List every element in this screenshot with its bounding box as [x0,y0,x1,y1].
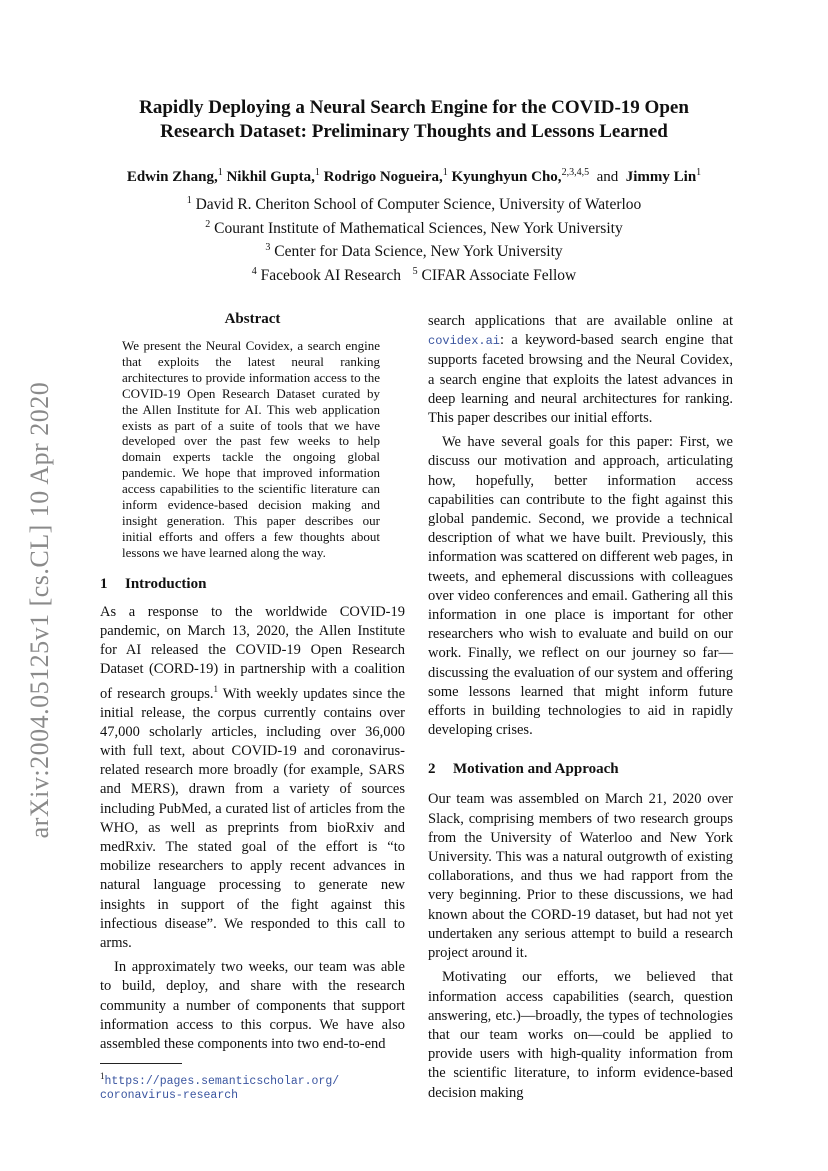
right-column [428,312,733,1103]
section-heading-introduction [100,575,405,593]
footnote-number: 1 [100,1071,105,1082]
footnote-ref[interactable]: 1 [213,683,219,694]
motivation-paragraph-2: Motivating our efforts, we believed that information access capabilities (search, question answering, etc.)—broadly, the types of technologies that our team works on—could be applied to provide users with high-quality information from the scientific literature, to inform evidence-based decision making [428,969,733,1101]
paragraph-text: : a keyword-based search engine that supports faceted browsing and the Neural Covidex, a search engine that exploits the latest advances in deep learning and neural architectures for ranking. This paper describes our initial efforts. [428,332,733,427]
author-affil-sup: 2,3,4,5 [561,167,590,178]
footnote-link[interactable]: https://pages.semanticscholar.org/ [104,1075,340,1089]
author-name: Rodrigo Nogueira, [323,169,443,185]
footnote-rule [100,1063,182,1064]
affiliation-sup: 1 [186,195,192,206]
affiliation-text: Courant Institute of Mathematical Sciences, New York University [214,219,623,237]
author-list [80,164,748,186]
author-affil-sup: 1 [217,167,223,178]
paragraph-text: As a response to the worldwide COVID-19 pandemic, on March 13, 2020, the Allen Institute for AI released the COVID-19 Open Research Dataset (CORD-19) in partnership with a coalition of research groups. [100,603,405,702]
affiliation-sup: 4 [251,265,257,277]
intro-paragraph-2: In approximately two weeks, our team was able to build, deploy, and share with the research community a number of components that support information access to this corpus. We have also assembled these components into two end-to-end [100,959,405,1052]
abstract-text: We present the Neural Covidex, a search engine that exploits the latest neural ranking architectures to provide information access to the COVID-19 Open Research Dataset curated by the Allen Institute for AI. This web application exists as part of a suite of tools that we have developed over the past few weeks to help domain experts tackle the ongoing global pandemic. We hope that improved information access capabilities to the scientific literature can inform evidence-based decision making and insight generation. This paper describes our initial efforts and offers a few thoughts about lessons we have learned along the way. [122,338,380,560]
section-number: 2 [428,761,436,778]
affiliations [100,191,728,286]
footnote-link[interactable]: coronavirus-research [100,1089,239,1103]
author-affil-sup: 1 [442,167,448,178]
affiliation-text: Center for Data Science, New York University [274,243,563,261]
motivation-paragraph-1: Our team was assembled on March 21, 2020 over Slack, comprising members of two research groups from the University of Waterloo and New York University. This was a natural outgrowth of existing collaborations, and thus we had rapport from the very beginning. Prior to these discussions, we had known about the CORD-19 dataset, but had not yet undertaken any serious attempt to build a research project around it. [428,791,733,962]
left-column [100,310,405,1103]
intro-paragraph-2-continued [428,312,733,428]
author-affil-sup: 1 [314,167,320,178]
affiliation-sup: 3 [265,242,271,254]
arxiv-stamp [20,360,60,860]
affiliation [100,191,728,215]
section-title: Introduction [125,575,207,592]
title-line-2: Research Dataset: Preliminary Thoughts and Lessons Learned [160,121,668,142]
arxiv-stamp-text: arXiv:2004.05125v1 [cs.CL] 10 Apr 2020 [25,381,54,839]
section-title: Motivation and Approach [453,761,619,778]
author-name: Nikhil Gupta, [226,169,315,185]
covidex-link[interactable]: covidex.ai [428,334,501,349]
author-name: Jimmy Lin [625,169,697,185]
abstract-heading: Abstract [224,311,281,327]
affiliation [100,238,728,262]
section-heading-motivation [428,760,733,778]
author-name: Edwin Zhang, [126,169,218,185]
paragraph-text: search applications that are available online at [428,313,733,329]
author-name: Kyunghyun Cho, [451,169,562,185]
author-and: and [596,169,619,185]
paragraph-text: With weekly updates since the initial release, the corpus currently contains over 47,000 scholarly articles, including over 36,000 with full text, about COVID-19 and coronavirus-related research more broadly (for example, SARS and MERS), drawn from a variety of sources including PubMed, a curated list of articles from the WHO, as well as preprints from bioRxiv and medRxiv. The stated goal of the effort is “to mobilize researchers to apply recent advances in natural language processing to generate new insights in support of the fight against this infectious disease”. We responded to this call to arms. [100,685,405,951]
affiliation-text: David R. Cheriton School of Computer Science, University of Waterloo [195,196,642,214]
affiliation-text: CIFAR Associate Fellow [421,267,577,285]
intro-paragraph-1 [100,603,405,953]
affiliation-sup: 2 [205,218,211,230]
affiliation-text: Facebook AI Research [260,267,401,285]
affiliation [100,215,728,239]
title-line-1: Rapidly Deploying a Neural Search Engine for the COVID-19 Open [139,97,689,118]
footnote [100,1069,405,1103]
paper-title [100,96,728,144]
affiliation-sup: 5 [412,265,418,277]
author-affil-sup: 1 [696,167,702,178]
intro-paragraph-3: We have several goals for this paper: First, we discuss our motivation and approach, articulating how, hopefully, better information access capabilities can contribute to the fight against this global pandemic. Second, we provide a technical description of what we have built. Previously, this information was scattered on different web pages, in tweets, and ephemeral discussions with colleagues over video conferences and email. Gathering all this information in one place is important for other researchers who wish to evaluate and build on our work. Finally, we reflect on our journey so far—discussing the evaluation of our system and offering some lessons learned that might inform future efforts in building technologies to aid in rapidly developing crises. [428,434,733,739]
affiliation [100,262,728,286]
section-number: 1 [100,575,108,592]
